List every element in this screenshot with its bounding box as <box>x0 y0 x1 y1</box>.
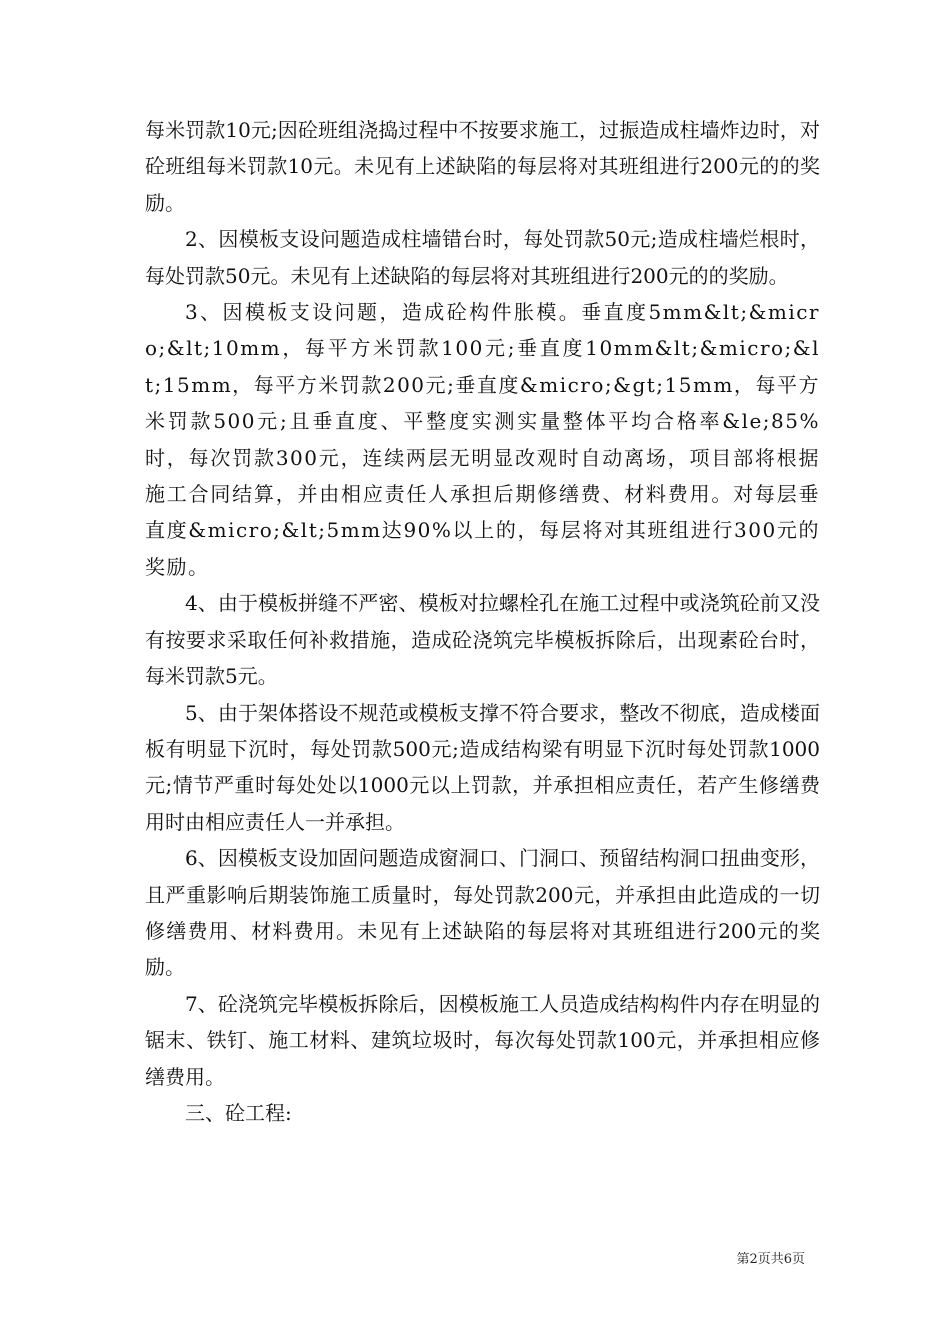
paragraph-item-5: 5、由于架体搭设不规范或模板支撑不符合要求，整改不彻底，造成楼面板有明显下沉时，每处罚款500元;造成结构梁有明显下沉时每处罚款1000元;情节严重时每处处以1000元以上罚款，并承担相应责任，若产生修缮费用时由相应责任人一并承担。 <box>145 700 820 834</box>
paragraph-item-4: 4、由于模板拼缝不严密、模板对拉螺栓孔在施工过程中或浇筑砼前又没有按要求采取任何补救措施，造成砼浇筑完毕模板拆除后，出现素砼台时，每米罚款5元。 <box>145 591 820 689</box>
paragraph-item-7: 7、砼浇筑完毕模板拆除后，因模板施工人员造成结构构件内存在明显的锯末、铁钉、施工材料、建筑垃圾时，每次每处罚款100元，并承担相应修缮费用。 <box>145 991 820 1089</box>
page-number-footer: 第2页共6页 <box>736 1252 805 1267</box>
paragraph-item-3: 3、因模板支设问题，造成砼构件胀模。垂直度5mm&lt;&micro;&lt;10mm，每平方米罚款100元;垂直度10mm&lt;&micro;&lt;15mm，每平方米罚款200元;垂直度&micro;&gt;15mm，每平方米罚款500元;且垂直度、平整度实测实量整体平均合格率&le;85%时，每次罚款300元，连续两层无明显改观时自动离场，项目部将根据施工合同结算，并由相应责任人承担后期修缮费、材料费用。对每层垂直度&micro;&lt;5mm达90%以上的，每层将对其班组进行300元的奖励。 <box>145 300 820 579</box>
section-heading-concrete: 三、砼工程: <box>185 1100 292 1125</box>
document-body <box>145 112 820 1131</box>
paragraph-item-6: 6、因模板支设加固问题造成窗洞口、门洞口、预留结构洞口扭曲变形，且严重影响后期装饰施工质量时，每处罚款200元，并承担由此造成的一切修缮费用、材料费用。未见有上述缺陷的每层将对其班组进行200元的奖励。 <box>145 846 820 980</box>
paragraph-item-2: 2、因模板支设问题造成柱墙错台时，每处罚款50元;造成柱墙烂根时，每处罚款50元。未见有上述缺陷的每层将对其班组进行200元的的奖励。 <box>145 227 820 288</box>
paragraph-continuation: 每米罚款10元;因砼班组浇捣过程中不按要求施工，过振造成柱墙炸边时，对砼班组每米罚款10元。未见有上述缺陷的每层将对其班组进行200元的的奖励。 <box>145 118 820 215</box>
